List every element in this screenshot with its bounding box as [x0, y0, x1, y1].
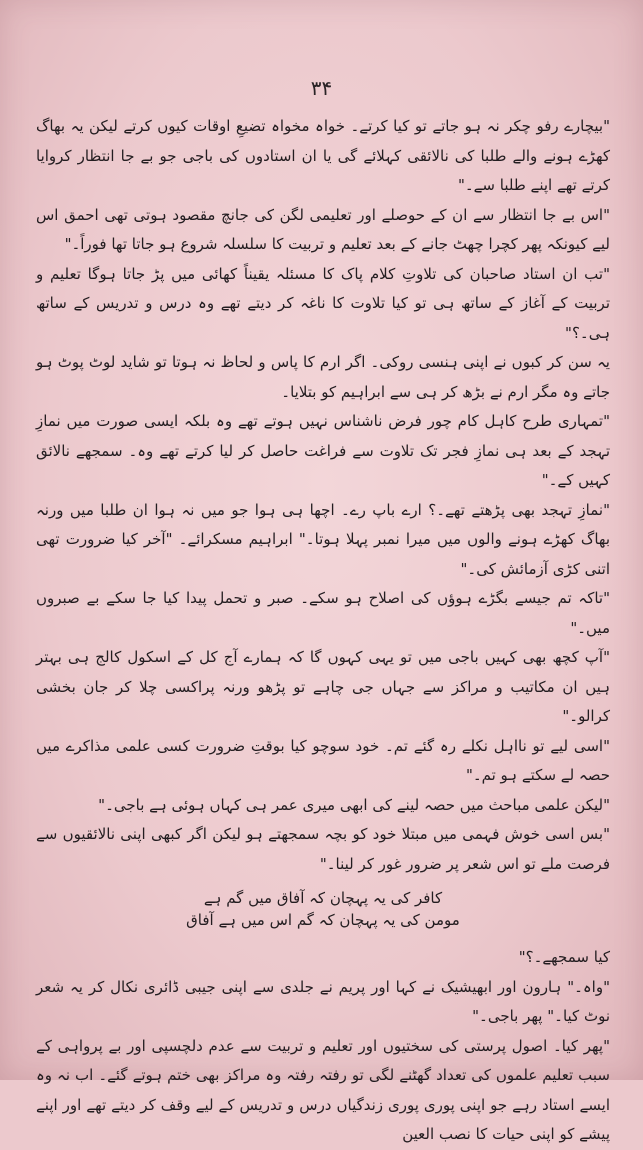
- paragraph: "تمہاری طرح کاہل کام چور فرض ناشناس نہیں ہوتے تھے وہ بلکہ ایسی صورت میں نمازِ تہجد کے بعد ہی نمازِ فجر تک تلاوت سے فراغت حاصل کر لیا کرتے تھے وہ۔ سمجھے نالائق کہیں کے۔": [36, 412, 610, 489]
- verse-line: مومن کی یہ پہچان کہ گم اس میں ہے آفاق: [186, 911, 460, 929]
- paragraph: "پھر کیا۔ اصول پرستی کی سختیوں اور تعلیم و تربیت سے عدم دلچسپی اور بے پرواہی کے سبب تعلیم علموں کی تعداد گھٹنے لگی تو رفتہ رفتہ وہ مراکز بھی ختم ہوتے گئے۔ اب نہ وہ ایسے استاد رہے جو اپنی پوری پوری زندگیاں درس و تدریس کے لیے وقف کر دیتے تھے اور اپنے پیشے کو اپنی حیات کا نصب العین: [36, 1036, 610, 1143]
- paragraph: "اس بے جا انتظار سے ان کے حوصلے اور تعلیمی لگن کی جانچ مقصود ہوتی تھی احمق اس لیے کیونکہ پھر کچرا چھٹ جانے کے بعد تعلیم و تربیت کا سلسلہ شروع ہو جاتا تھا فوراً۔": [36, 205, 610, 253]
- paragraph: "نمازِ تہجد بھی پڑھتے تھے۔؟ ارے باپ رے۔ اچھا ہی ہوا جو میں نہ ہوا ان طلبا میں ورنہ بھاگ کھڑے ہونے والوں میں میرا نمبر پہلا ہوتا۔" ابراہیم مسکرائے۔ "آخر کیا ضرورت تھی اتنی کڑی آزمائش کی۔": [36, 500, 610, 578]
- poetry-couplet: [36, 887, 610, 931]
- paragraph: یہ سن کر کبوں نے اپنی ہنسی روکی۔ اگر ارم کا پاس و لحاظ نہ ہوتا تو شاید لوٹ پوٹ ہو جاتے وہ مگر ارم نے بڑھ کر ہی سے ابراہیم کو بتلایا۔: [36, 353, 610, 401]
- paragraph: "تاکہ تم جیسے بگڑے ہوؤں کی اصلاح ہو سکے۔ صبر و تحمل پیدا کیا جا سکے بے صبروں میں۔": [36, 589, 610, 637]
- paragraph: "بیچارے رفو چکر نہ ہو جاتے تو کیا کرتے۔ خواہ مخواہ تضیعِ اوقات کیوں کرتے لیکن یہ بھاگ کھڑے ہونے والے طلبا کی نالائقی کہلائے گی یا ان استادوں کی باجی جو بے جا انتظار کروایا کرتے تھے اپنے طلبا سے۔": [36, 117, 610, 194]
- paragraph: "واہ۔" ہارون اور ابھیشیک نے کہا اور پریم نے جلدی سے اپنی جیبی ڈائری نکال کر یہ شعر نوٹ کیا۔" پھر باجی۔": [36, 977, 610, 1025]
- paragraph: "تب ان استاد صاحبان کی تلاوتِ کلام پاک کا مسئلہ یقیناً کھائی میں پڑ جاتا ہوگا تعلیم و تربیت کے آغاز کے ساتھ ہی تو کیا تلاوت کا ناغہ کر دیتے تھے وہ درس و تدریس کے ساتھ ہی۔؟": [36, 264, 610, 342]
- paragraph: "بس اسی خوش فہمی میں مبتلا خود کو بچہ سمجھتے ہو لیکن اگر کبھی اپنی نالائقیوں سے فرصت ملے تو اس شعر پر ضرور غور کر لینا۔": [36, 825, 610, 873]
- page-number: ۳۴: [310, 76, 333, 100]
- verse-line: کافر کی یہ پہچان کہ آفاق میں گم ہے: [203, 889, 443, 907]
- page-body: [36, 112, 610, 1150]
- paragraph: "اسی لیے تو نااہل نکلے رہ گئے تم۔ خود سوچو کیا بوقتِ ضرورت کسی علمی مذاکرے میں حصہ لے سکتے ہو تم۔": [36, 736, 610, 784]
- paragraph: "لیکن علمی مباحث میں حصہ لینے کی ابھی میری عمر ہی کہاں ہوئی ہے باجی۔": [98, 795, 610, 814]
- paragraph: "آپ کچھ بھی کہیں باجی میں تو یہی کہوں گا کہ ہمارے آج کل کے اسکول کالج ہی بہتر ہیں ان مکاتیب و مراکز سے جہاں جی چاہے تو پڑھو ورنہ پراکسی چلا کر جان بخشی کرالو۔": [36, 648, 610, 725]
- paragraph: کیا سمجھے۔؟": [518, 948, 610, 966]
